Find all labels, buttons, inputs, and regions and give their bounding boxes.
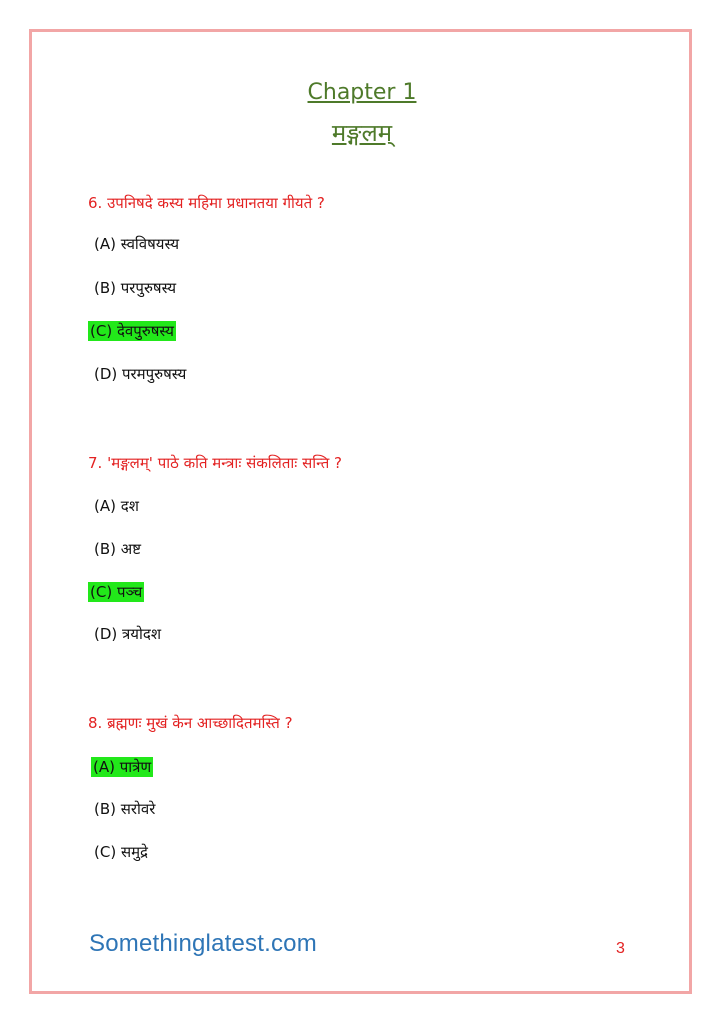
question-8-option-a-correct: (A) पात्रेण bbox=[93, 758, 152, 776]
question-7-option-c-correct: (C) पञ्च bbox=[90, 583, 143, 601]
question-7: 7. 'मङ्गलम्' पाठे कति मन्त्राः संकलिताः सन्ति ? bbox=[88, 454, 342, 472]
question-6-option-c-correct: (C) देवपुरुषस्य bbox=[90, 322, 174, 340]
question-6-option-d: (D) परमपुरुषस्य bbox=[94, 365, 187, 383]
question-8-option-c: (C) समुद्रे bbox=[94, 843, 149, 861]
question-6: 6. उपनिषदे कस्य महिमा प्रधानतया गीयते ? bbox=[88, 194, 325, 212]
question-7-option-b: (B) अष्ट bbox=[94, 540, 141, 558]
question-7-option-a: (A) दश bbox=[94, 497, 139, 515]
question-8-option-b: (B) सरोवरे bbox=[94, 800, 156, 818]
chapter-number: Chapter 1 bbox=[307, 80, 417, 105]
question-8: 8. ब्रह्मणः मुखं केन आच्छादितमस्ति ? bbox=[88, 714, 293, 732]
page-number: 3 bbox=[616, 940, 625, 957]
question-6-option-b: (B) परपुरुषस्य bbox=[94, 279, 177, 297]
question-6-option-a: (A) स्वविषयस्य bbox=[94, 235, 180, 253]
chapter-title: मङ्गलम् bbox=[331, 119, 393, 147]
question-7-option-d: (D) त्रयोदश bbox=[94, 625, 162, 643]
footer-site-name: Somethinglatest.com bbox=[89, 930, 317, 957]
